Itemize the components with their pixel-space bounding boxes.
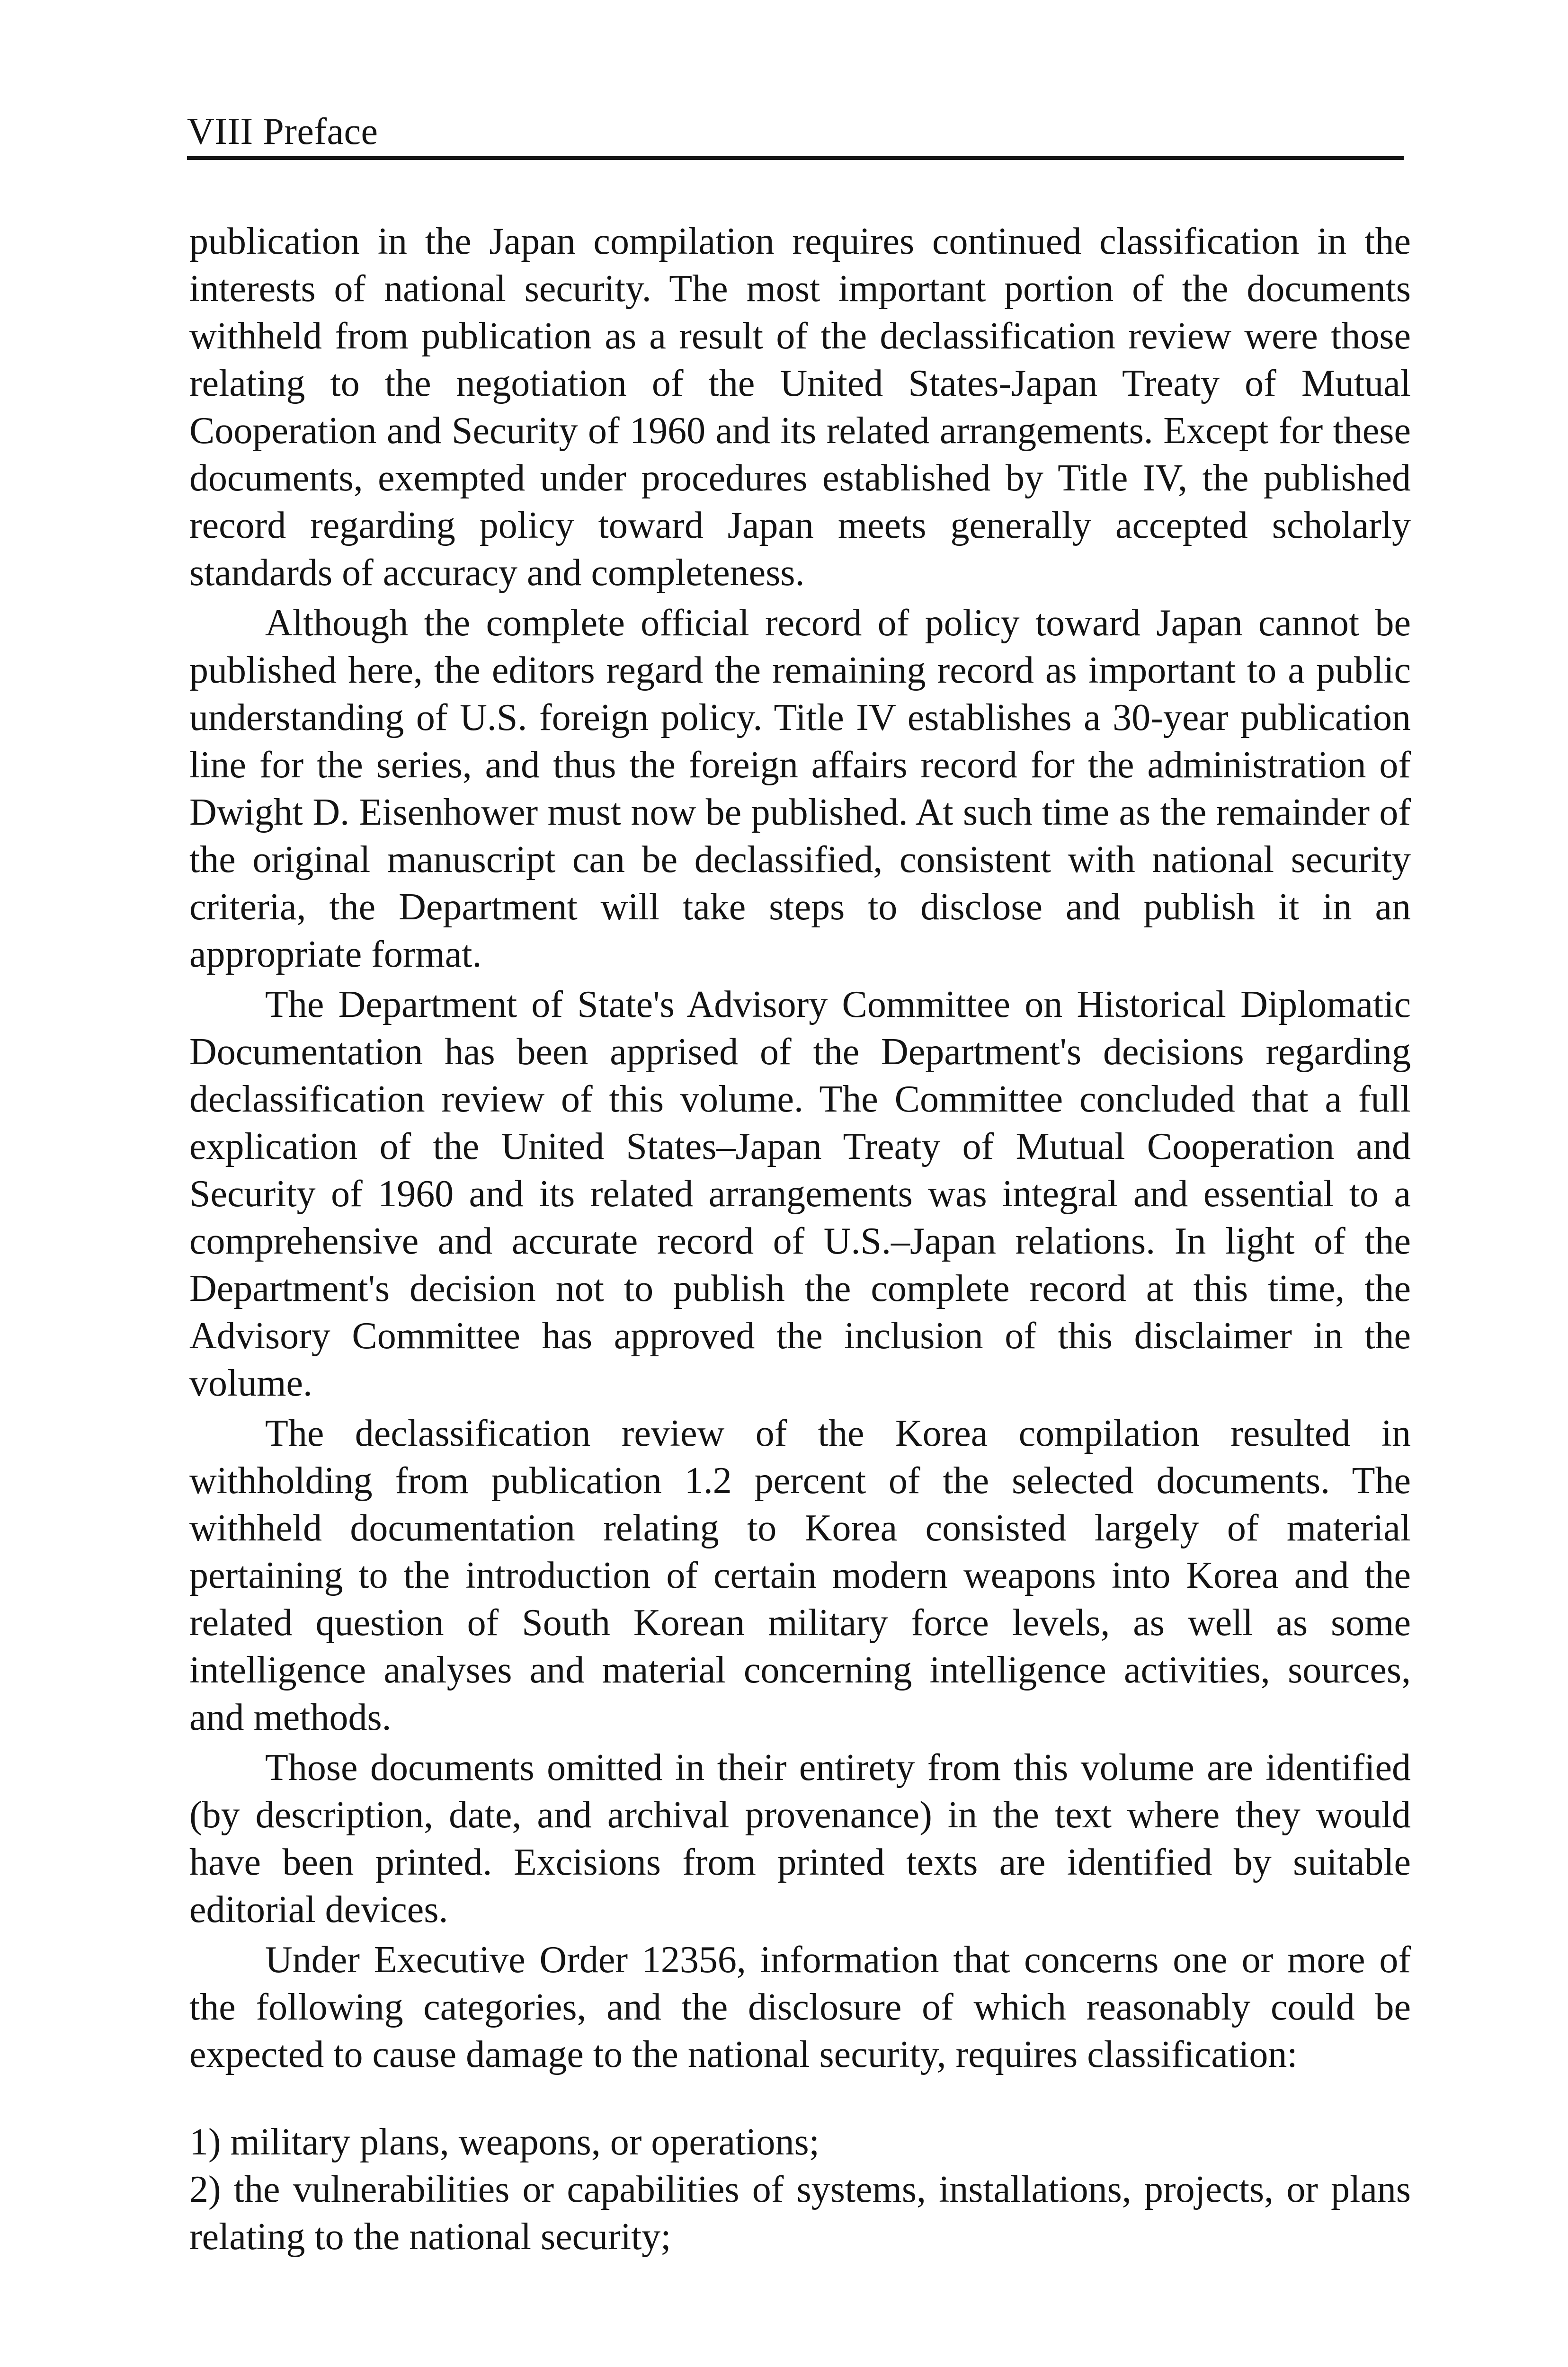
- list-item: 1) military plans, weapons, or operations;: [189, 2121, 820, 2163]
- body-text: [189, 218, 1411, 2260]
- paragraph: The Department of State's Advisory Committee on Historical Diplomatic Documentation has been apprised of the Department's decisions regarding declassification review of this volume. The Committee concluded that a full explication of the United States–Japan Treaty of Mutual Cooperation and Security of 1960 and its related arrangements was integral and essential to a comprehensive and accurate record of U.S.–Japan relations. In light of the Department's decision not to publish the complete record at this time, the Advisory Committee has approved the inclusion of this disclaimer in the volume.: [189, 984, 1411, 1404]
- paragraph: Although the complete official record of policy toward Japan cannot be published here, the editors regard the remaining record as important to a public understanding of U.S. foreign policy. Title IV establishes a 30-year publication line for the series, and thus the foreign affairs record for the administration of Dwight D. Eisenhower must now be published. At such time as the remainder of the original manuscript can be declassified, consistent with national security criteria, the Department will take steps to disclose and publish it in an appropriate format.: [189, 602, 1411, 975]
- list-item: 2) the vulnerabilities or capabilities of systems, installations, projects, or plans relating to the national security;: [189, 2169, 1411, 2258]
- paragraph-continued: publication in the Japan compilation requires continued classification in the interests of national security. The most important portion of the documents withheld from publication as a result of the declassification review were those relating to the negotiation of the United States-Japan Treaty of Mutual Cooperation and Security of 1960 and its related arrangements. Except for these documents, exempted under procedures established by Title IV, the published record regarding policy toward Japan meets generally accepted scholarly standards of accuracy and completeness.: [189, 221, 1411, 594]
- header-rule: [187, 156, 1404, 160]
- paragraph: Under Executive Order 12356, information that concerns one or more of the following categories, and the disclosure of which reasonably could be expected to cause damage to the national security, requires classification:: [189, 1939, 1411, 2075]
- paragraph: The declassification review of the Korea compilation resulted in withholding from publication 1.2 percent of the selected documents. The withheld documentation relating to Korea consisted largely of material pertaining to the introduction of certain modern weapons into Korea and the related question of South Korean military force levels, as well as some intelligence analyses and material concerning intelligence activities, sources, and methods.: [189, 1413, 1411, 1738]
- list-spacer: [189, 2078, 1411, 2118]
- paragraph: Those documents omitted in their entirety from this volume are identified (by description, date, and archival provenance) in the text where they would have been printed. Excisions from printed texts are identified by suitable editorial devices.: [189, 1747, 1411, 1931]
- running-head: VIII Preface: [187, 111, 378, 152]
